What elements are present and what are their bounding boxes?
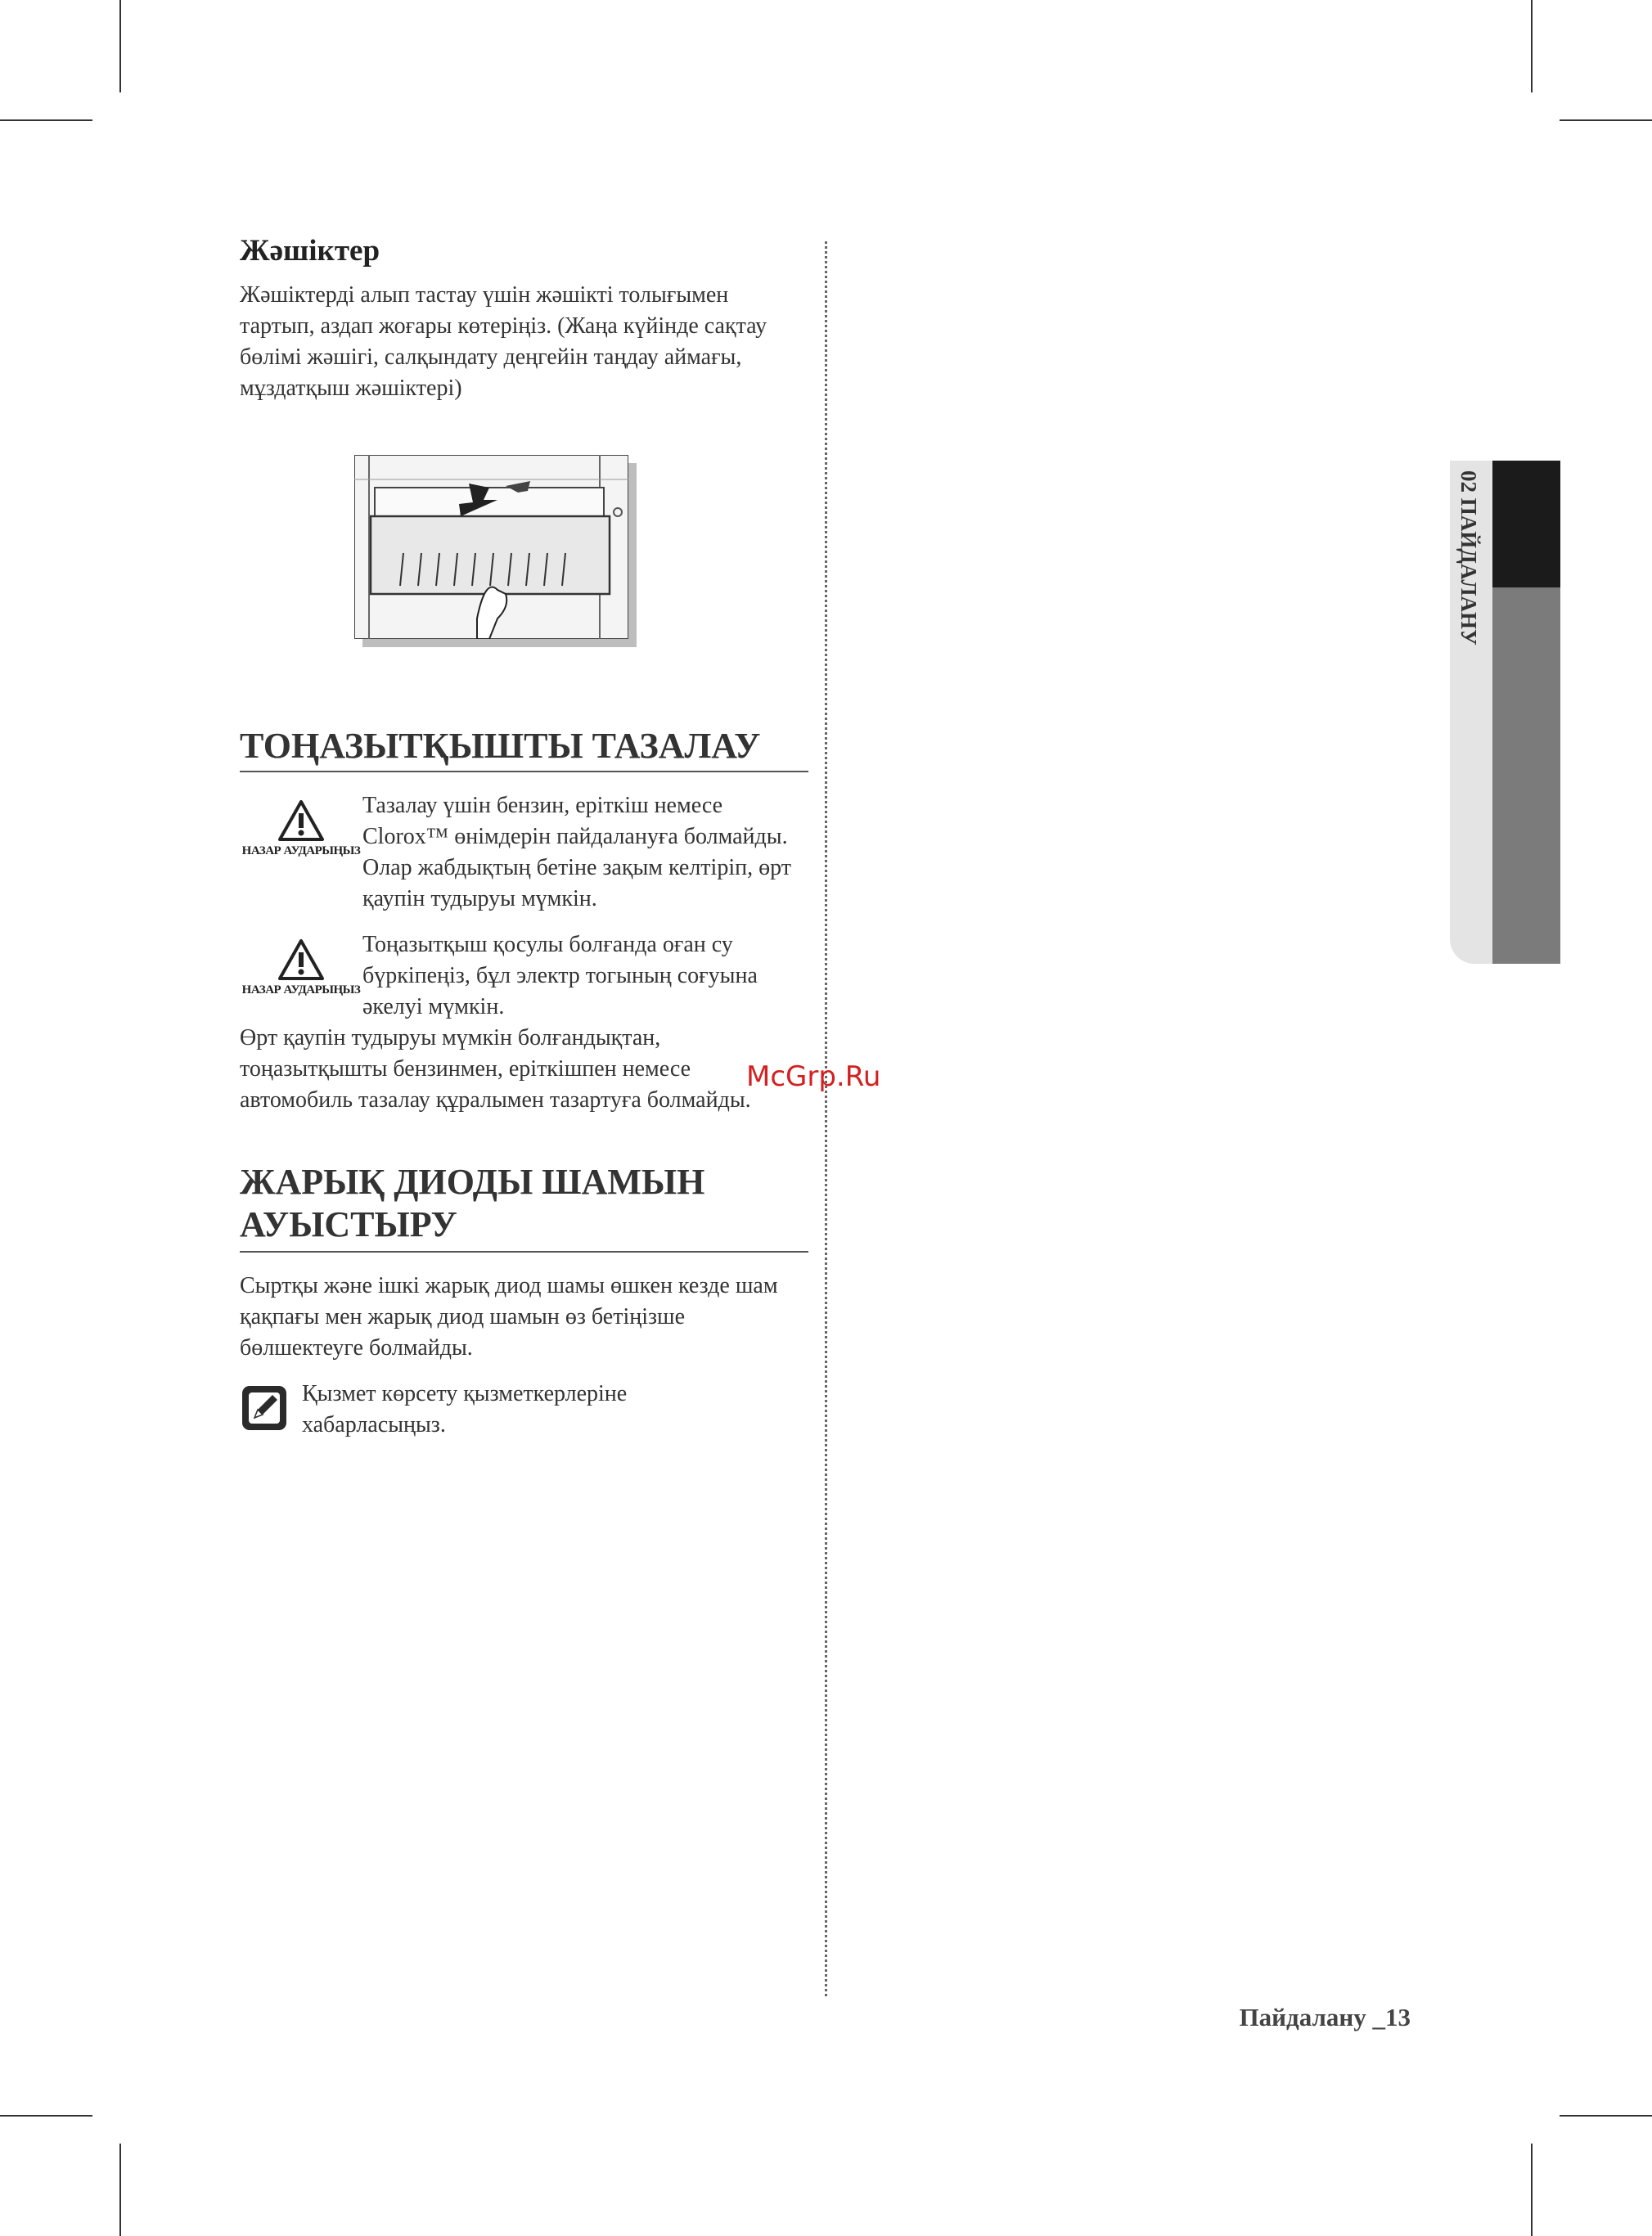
cleaning-heading: ТОҢАЗЫТҚЫШТЫ ТАЗАЛАУ: [240, 725, 808, 772]
side-tab-label: 02 ПАЙДАЛАНУ: [1456, 470, 1481, 646]
warning-text-2: Тоңазытқыш қосулы болғанда оған су бүркіпеңіз, бұл электр тогының соғуына әкелуі мүмкін.: [362, 932, 758, 1019]
crop-mark: [1531, 0, 1533, 92]
main-column: [240, 233, 808, 1441]
warning-label: НАЗАР АУДАРЫҢЫЗ: [241, 844, 361, 857]
warning-icon-container: [240, 790, 362, 915]
note-text: Қызмет көрсету қызметкерлеріне хабарласыңыз.: [302, 1381, 628, 1437]
crop-mark: [1560, 119, 1652, 121]
note-pencil-icon: [240, 1383, 289, 1433]
warning-icon-container: [240, 929, 362, 1023]
crop-mark: [1560, 2115, 1652, 2117]
warning-block-2: [240, 929, 808, 1023]
watermark: McGrp.Ru: [746, 1060, 881, 1093]
led-heading-rule: [240, 1251, 808, 1253]
note-icon-container: [240, 1379, 302, 1441]
warning-triangle-icon: [277, 799, 326, 843]
crop-mark: [119, 0, 121, 92]
drawers-heading: Жәшіктер: [240, 234, 380, 268]
column-divider: [825, 241, 827, 1996]
crop-mark: [119, 2144, 121, 2236]
drawers-text: Жәшіктерді алып тастау үшін жәшікті толығымен тартып, аздап жоғары көтеріңіз. (Жаңа күйінде сақтау бөлімі жәшігі, салқындату деңгейін таңдау аймағы, мұздатқыш жәшіктері): [240, 282, 767, 401]
warning-label: НАЗАР АУДАРЫҢЫЗ: [241, 983, 361, 997]
side-tab-black: [1492, 461, 1560, 587]
side-tab-gray: [1492, 587, 1560, 964]
page-footer: Пайдалану _13: [1239, 2003, 1411, 2031]
crop-mark: [0, 2115, 92, 2117]
note-block: [240, 1379, 808, 1441]
warning-block-1: [240, 790, 808, 915]
warning-text-1: Тазалау үшін бензин, еріткіш немесе Clorox™ өнімдерін пайдалануға болмайды. Олар жабдықтың бетіне зақым келтіріп, өрт қаупін тудыруы мүмкін.: [362, 793, 791, 911]
warning-triangle-icon: [277, 938, 326, 982]
drawer-removal-image: [354, 455, 628, 639]
cleaning-text: Өрт қаупін тудыруы мүмкін болғандықтан, тоңазытқышты бензинмен, еріткішпен немесе автомобиль тазалау құралымен тазартуға болмайды.: [240, 1025, 751, 1113]
crop-mark: [0, 119, 92, 121]
led-text: Сыртқы және ішкі жарық диод шамы өшкен кезде шам қақпағы мен жарық диод шамын өз бетіңізше бөлшектеуге болмайды.: [240, 1273, 778, 1361]
drawer-illustration: [354, 455, 637, 647]
led-heading: ЖАРЫҚ ДИОДЫ ШАМЫН АУЫСТЫРУ: [240, 1162, 705, 1244]
crop-mark: [1531, 2144, 1533, 2236]
